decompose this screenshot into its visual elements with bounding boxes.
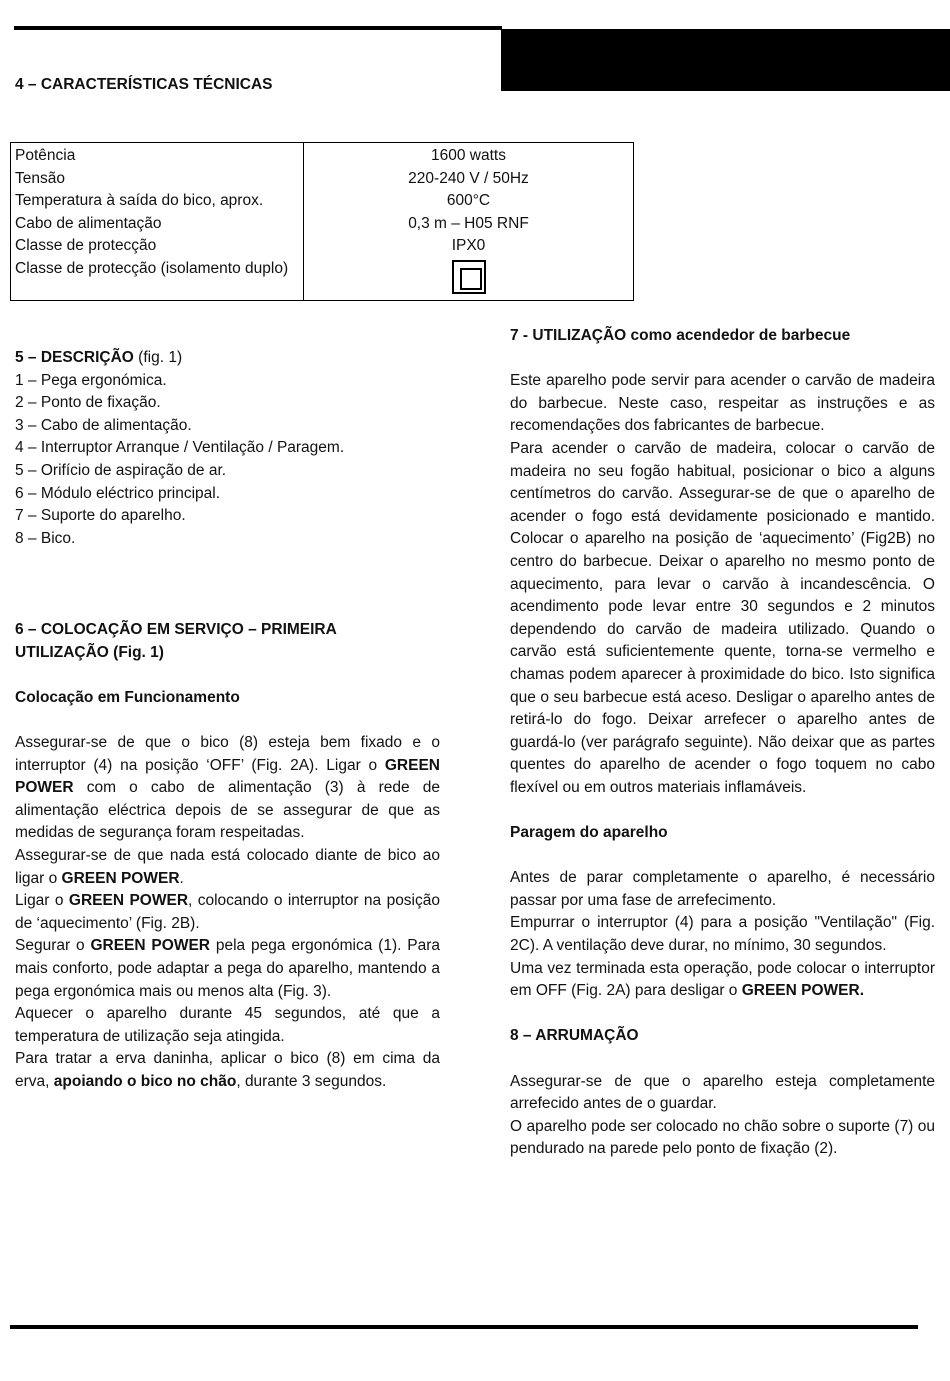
list-item: 1 – Pega ergonómica. [15,371,167,389]
paragraph: O aparelho pode ser colocado no chão sobre o suporte (7) ou pendurado na parede pelo ponto de fixação (2). [510,1117,935,1158]
spec-label: Classe de protecção (isolamento duplo) [15,259,289,277]
top-rule [14,26,502,30]
spec-label: Classe de protecção [15,237,157,255]
paragraph: Aquecer o aparelho durante 45 segundos, até que a temperatura de utilização seja atingida. [15,1005,440,1045]
spec-value: 600°C [446,192,491,210]
right-column [510,325,935,1161]
spec-value: 1600 watts [431,147,506,164]
spec-value: 0,3 m – H05 RNF [408,214,529,232]
spec-label: Cabo de alimentação [15,214,162,232]
spec-label: Potência [15,147,76,164]
paragraph: Uma vez terminada esta operação, pode colocar o interruptor em OFF (Fig. 2A) para desligar o GREEN POWER. [510,959,935,1000]
section4-title: 4 – CARACTERÍSTICAS TÉCNICAS [15,76,273,93]
spec-value: IPX0 [451,237,486,255]
list-item: 2 – Ponto de fixação. [15,394,161,412]
specs-values [304,143,633,300]
paragraph: Antes de parar completamente o aparelho, é necessário passar por uma fase de arrefecimento. [510,869,935,909]
section6-subtitle: Colocação em Funcionamento [15,688,240,706]
spec-label: Tensão [15,169,65,187]
list-item: 8 – Bico. [15,529,76,547]
spec-label: Temperatura à saída do bico, aprox. [15,192,264,210]
section6 [15,619,440,1093]
section8-title: 8 – ARRUMAÇÃO [510,1027,639,1045]
paragraph: Empurrar o interruptor (4) para a posição "Ventilação" (Fig. 2C). A ventilação deve durar, no mínimo, 30 segundos. [510,914,935,955]
paragraph: Assegurar-se de que nada está colocado diante de bico ao ligar o GREEN POWER. [15,846,440,887]
paragraph: Para tratar a erva daninha, aplicar o bico (8) em cima da erva, apoiando o bico no chão, durante 3 segundos. [15,1050,440,1090]
section5-title-suffix: (fig. 1) [133,349,183,366]
paragraph: Assegurar-se de que o bico (8) esteja bem fixado e o interruptor (4) na posição ‘OFF’ (Fig. 2A). Ligar o GREEN POWER com o cabo de alimentação (3) à rede de alimentação eléctrica depois de se assegurar de que as medidas de segurança foram respeitadas. [15,733,440,842]
paragraph: Segurar o GREEN POWER pela pega ergonómica (1). Para mais conforto, pode adaptar a pega do aparelho, mantendo a pega ergonómica mais ou menos alta (Fig. 3). [15,937,440,1000]
paragraph: Ligar o GREEN POWER, colocando o interruptor na posição de ‘aquecimento’ (Fig. 2B). [15,892,440,932]
list-item: 4 – Interruptor Arranque / Ventilação / Paragem. [15,439,345,457]
section6-title-line1: 6 – COLOCAÇÃO EM SERVIÇO – PRIMEIRA [15,621,337,638]
double-square-icon [452,260,486,294]
list-item: 3 – Cabo de alimentação. [15,416,192,434]
section5-title: 5 – DESCRIÇÃO [15,349,134,366]
section7-subtitle: Paragem do aparelho [510,824,668,842]
section7-title: 7 - UTILIZAÇÃO como acendedor de barbecue [510,327,851,344]
specs-table [10,142,634,301]
paragraph: Assegurar-se de que o aparelho esteja completamente arrefecido antes de o guardar. [510,1072,935,1113]
list-item: 6 – Módulo eléctrico principal. [15,484,221,502]
paragraph: Este aparelho pode servir para acender o carvão de madeira do barbecue. Neste caso, respeitar as instruções e as recomendações dos fabricantes de barbecue. [510,372,935,435]
spec-value: 220-240 V / 50Hz [408,169,529,187]
section6-title-line2: UTILIZAÇÃO (Fig. 1) [15,643,164,661]
left-column [15,347,440,550]
list-item: 5 – Orifício de aspiração de ar. [15,461,227,479]
bottom-rule [10,1325,918,1329]
header-black-band [501,29,950,91]
specs-labels [11,143,304,300]
paragraph: Para acender o carvão de madeira, colocar o carvão de madeira no seu fogão habitual, posicionar o bico a alguns centímetros do carvão. Assegurar-se de que o aparelho de acender o fogo está devidamente posicionado e mantido. Colocar o aparelho na posição de ‘aquecimento’ (Fig2B) no centro do barbecue. Deixar o aparelho no mesmo ponto de aquecimento, para levar o carvão à incandescência. O acendimento pode levar entre 30 segundos e 2 minutos dependendo do carvão de madeira utilizado. Quando o carvão está suficientemente quente, torna-se vermelho e chamas podem aparecer à proximidade do bico. Isto significa que o seu barbecue está aceso. Desligar o aparelho antes de retirá-lo do fogo. Deixar arrefecer o aparelho antes de guardá-lo (ver parágrafo seguinte). Não deixar que as partes quentes do aparelho de acender o fogo toquem no cabo flexível ou em outros materiais inflamáveis. [510,439,935,796]
list-item: 7 – Suporte do aparelho. [15,507,186,525]
